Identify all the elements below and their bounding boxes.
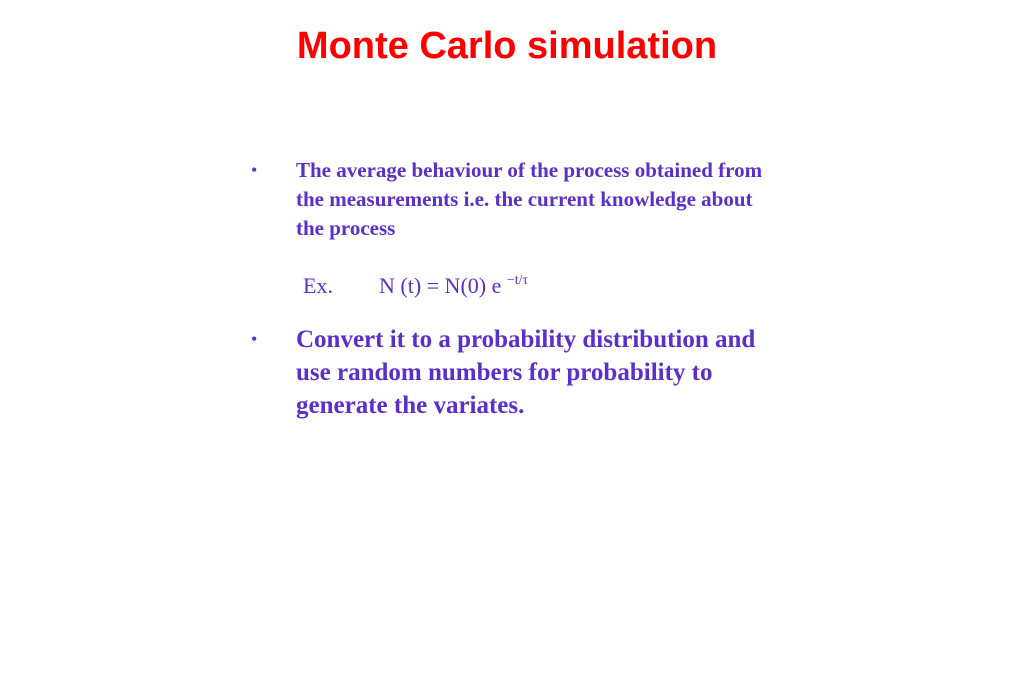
bullet-text: The average behaviour of the process obtained from the measurements i.e. the current knowledge about the process <box>296 158 763 240</box>
formula-exponent: −t/τ <box>506 273 529 288</box>
bullet-item-probability-distribution <box>251 323 786 422</box>
bullet-marker: • <box>251 329 258 349</box>
bullet-text: Convert it to a probability distribution and use random numbers for probability to generate the variates. <box>296 326 756 419</box>
bullet-item-average-behaviour <box>251 156 766 243</box>
slide-title: Monte Carlo simulation <box>296 25 718 67</box>
bullet-marker: • <box>251 160 258 180</box>
example-label: Ex. <box>303 273 333 298</box>
example-formula <box>303 271 528 301</box>
formula-expression: N (t) = N(0) e <box>379 273 502 298</box>
